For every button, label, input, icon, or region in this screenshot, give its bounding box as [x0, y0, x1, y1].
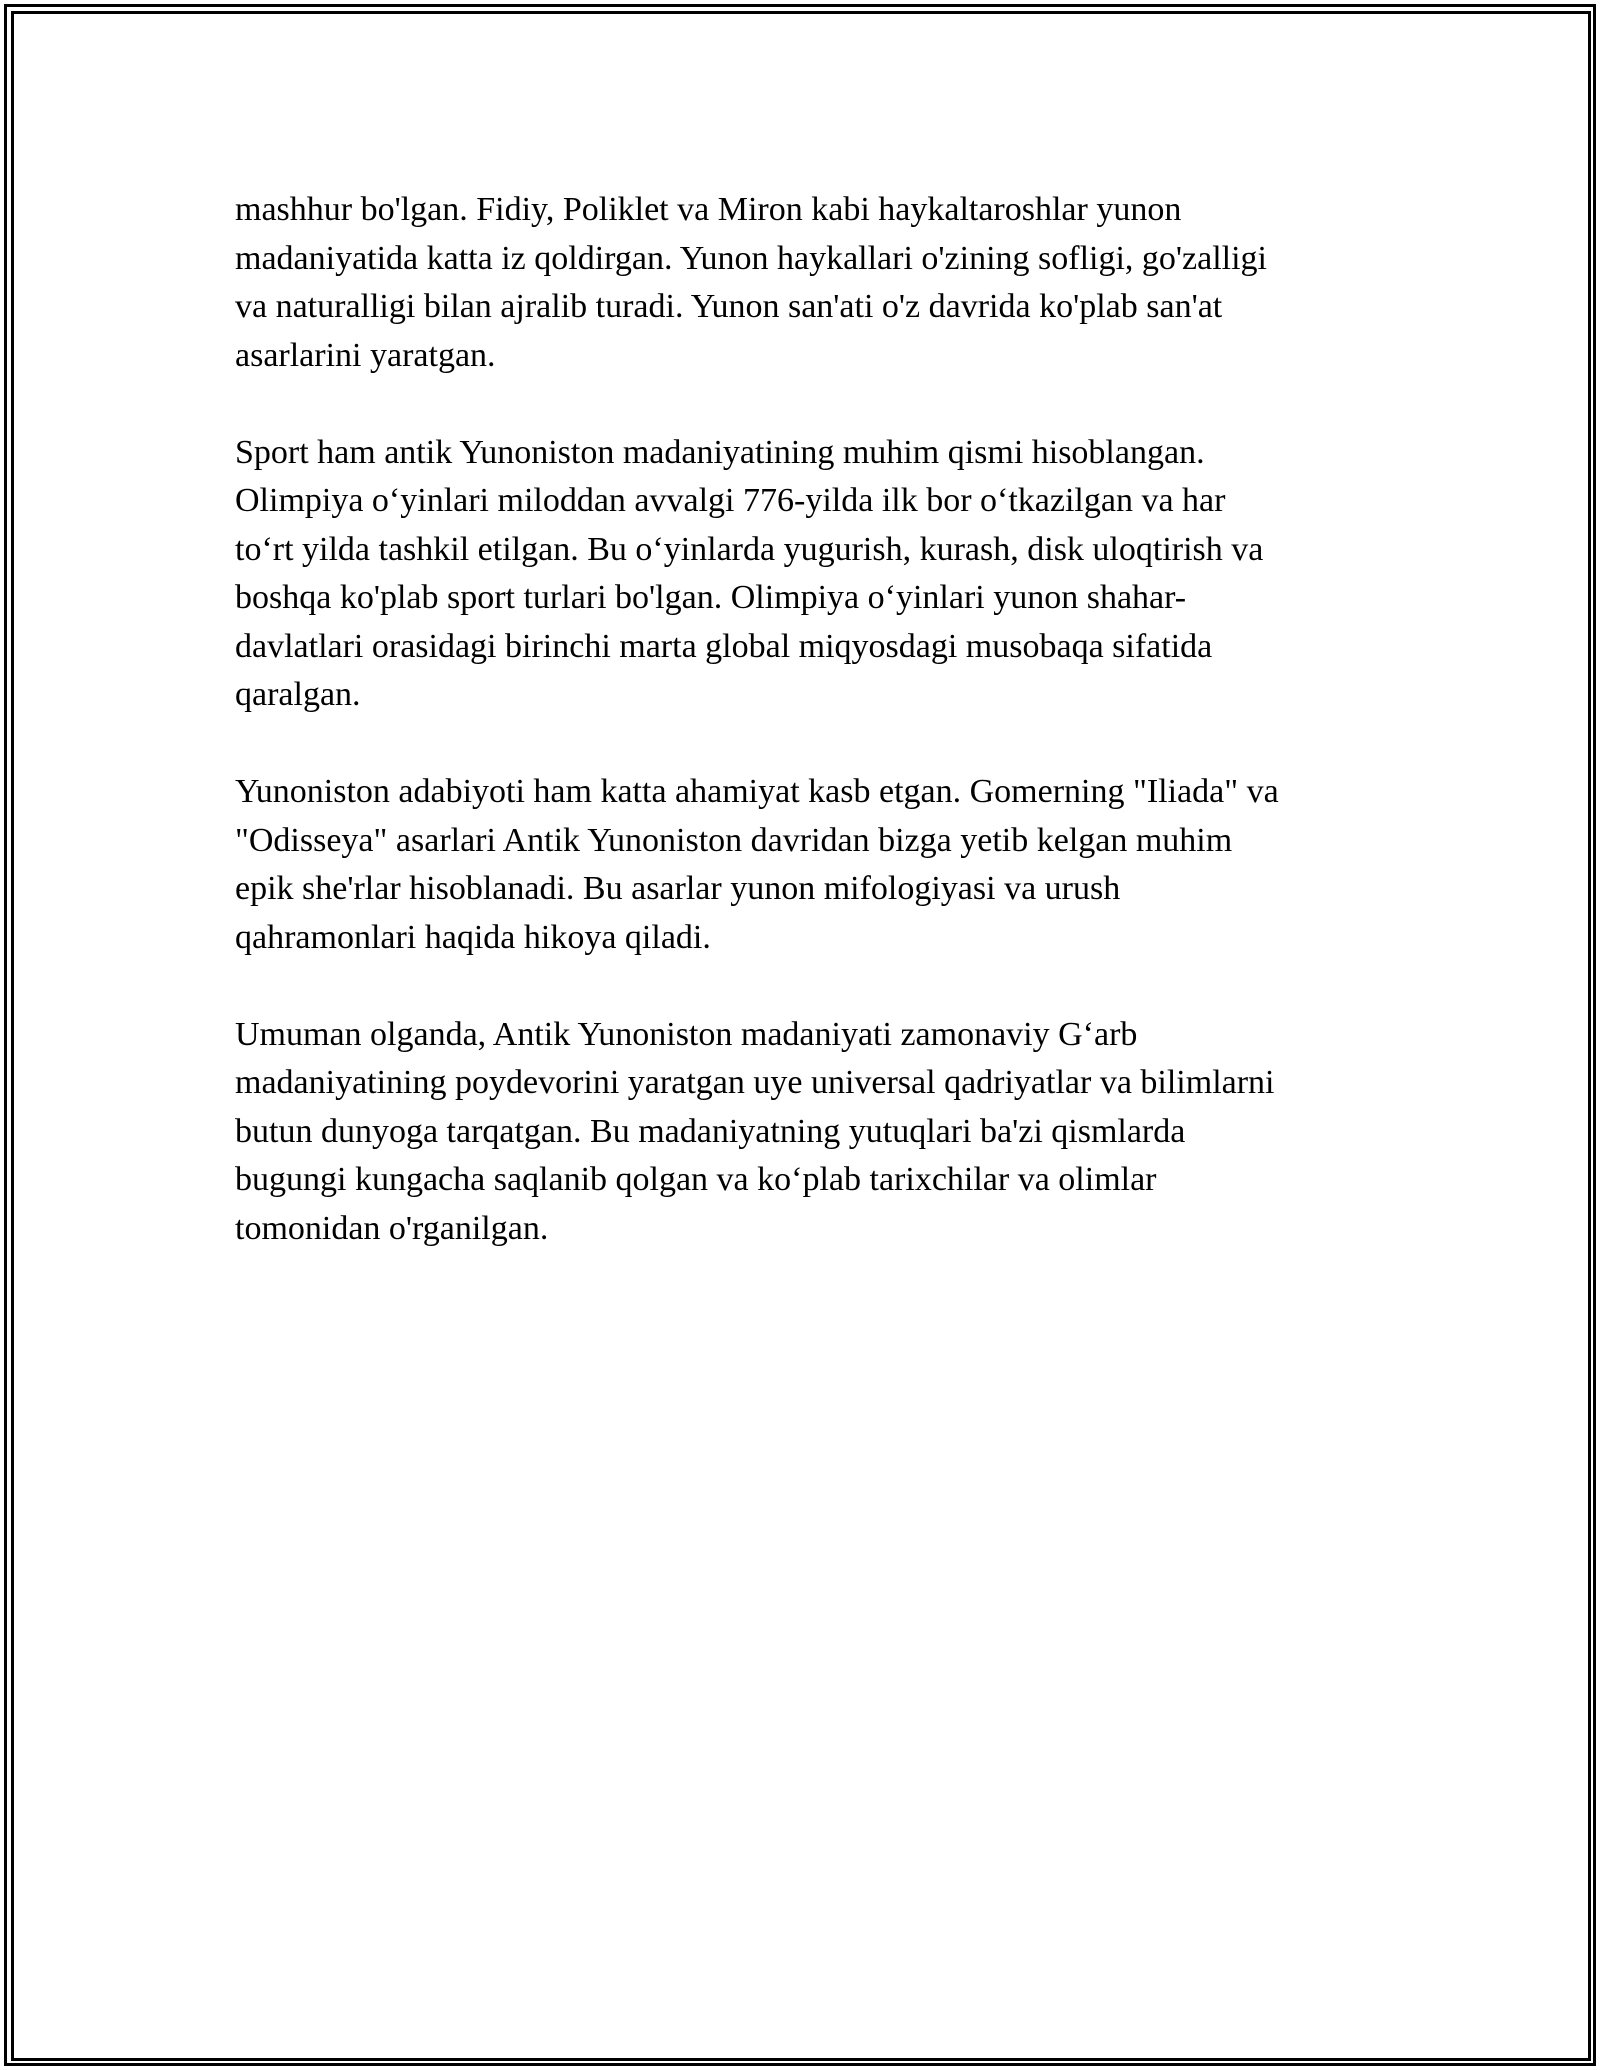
text-line: qahramonlari haqida hikoya qiladi.: [235, 918, 711, 956]
text-line: boshqa ko'plab sport turlari bo'lgan. Olimpiya o‘yinlari yunon shahar-: [235, 579, 1187, 616]
text-line: butun dunyoga tarqatgan. Bu madaniyatning yutuqlari ba'zi qismlarda: [235, 1112, 1186, 1150]
text-line: Umuman olganda, Antik Yunoniston madaniyati zamonaviy G‘arb: [235, 1015, 1138, 1053]
text-line: madaniyatida katta iz qoldirgan. Yunon haykallari o'zining sofligi, go'zalligi: [235, 239, 1268, 277]
paragraph-sport: [235, 429, 1375, 720]
text-line: epik she'rlar hisoblanadi. Bu asarlar yunon mifologiyasi va urush: [235, 870, 1121, 907]
paragraph-sculpture: [235, 186, 1375, 380]
text-line: "Odisseya" asarlari Antik Yunoniston davridan bizga yetib kelgan muhim: [235, 821, 1233, 859]
paragraph-literature: [235, 768, 1375, 962]
document-body: [235, 186, 1375, 1302]
text-line: tomonidan o'rganilgan.: [235, 1209, 549, 1247]
text-line: Olimpiya o‘yinlari miloddan avvalgi 776-yilda ilk bor o‘tkazilgan va har: [235, 482, 1226, 519]
text-line: asarlarini yaratgan.: [235, 336, 496, 374]
text-line: qaralgan.: [235, 676, 361, 713]
text-line: va naturalligi bilan ajralib turadi. Yunon san'ati o'z davrida ko'plab san'at: [235, 288, 1223, 325]
text-line: mashhur bo'lgan. Fidiy, Poliklet va Miron kabi haykaltaroshlar yunon: [235, 191, 1182, 228]
text-line: bugungi kungacha saqlanib qolgan va ko‘plab tarixchilar va olimlar: [235, 1161, 1157, 1198]
paragraph-conclusion: [235, 1011, 1375, 1254]
text-line: Yunoniston adabiyoti ham katta ahamiyat kasb etgan. Gomerning "Iliada" va: [235, 773, 1279, 810]
text-line: madaniyatining poydevorini yaratgan uye universal qadriyatlar va bilimlarni: [235, 1064, 1275, 1101]
text-line: Sport ham antik Yunoniston madaniyatining muhim qismi hisoblangan.: [235, 433, 1205, 471]
text-line: davlatlari orasidagi birinchi marta global miqyosdagi musobaqa sifatida: [235, 627, 1213, 665]
text-line: to‘rt yilda tashkil etilgan. Bu o‘yinlarda yugurish, kurash, disk uloqtirish va: [235, 530, 1264, 568]
